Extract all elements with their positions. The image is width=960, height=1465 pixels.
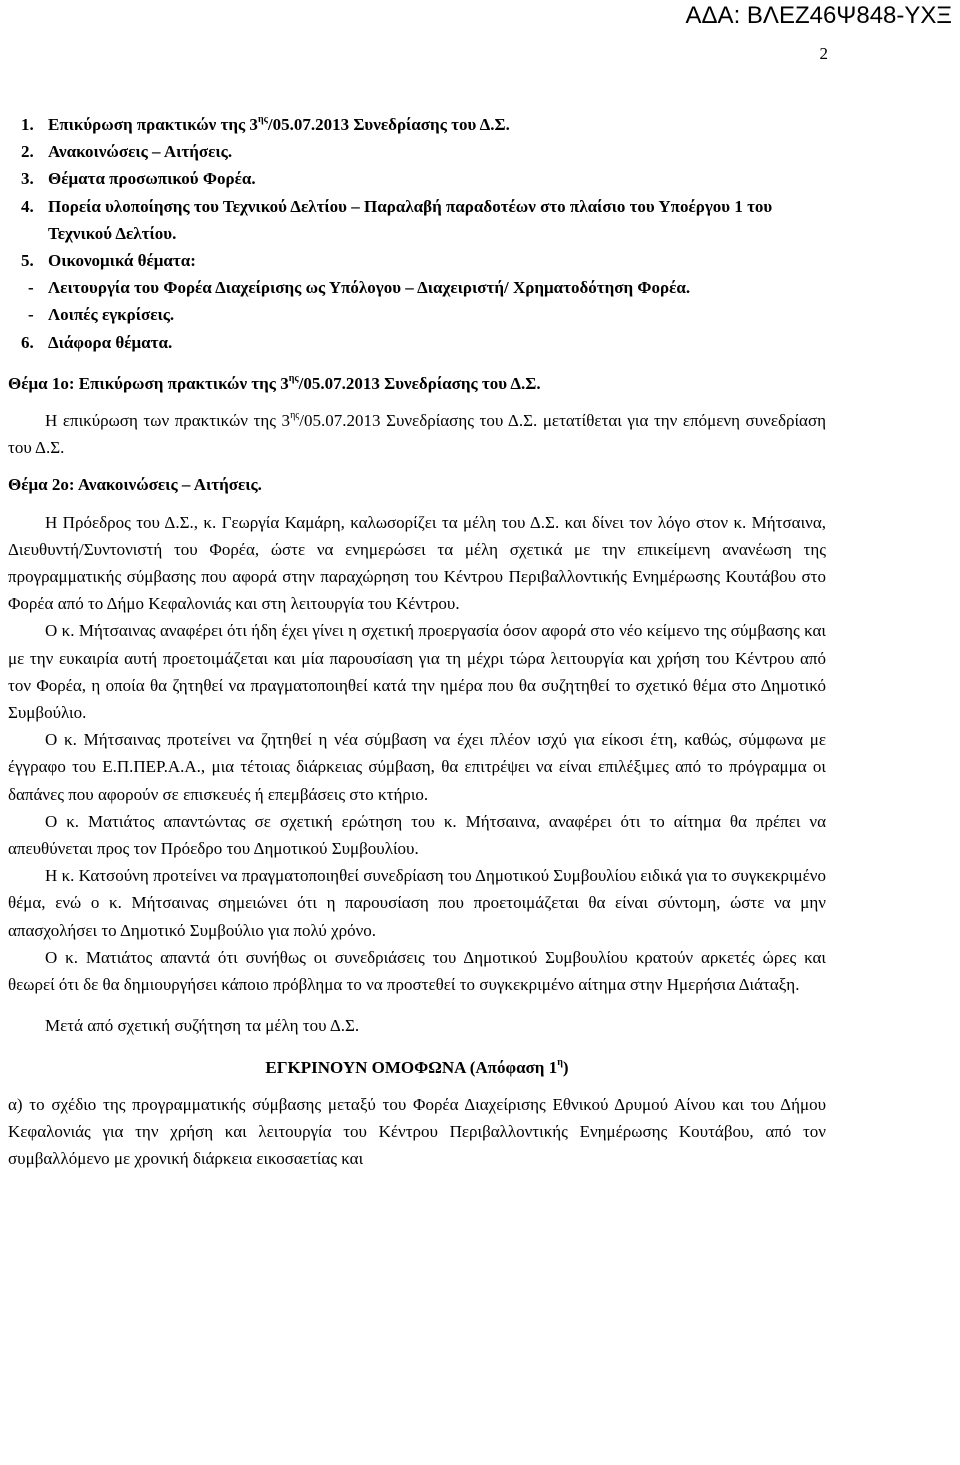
agenda-item-2: 2. Ανακοινώσεις – Αιτήσεις. xyxy=(38,138,826,165)
topic1-heading: Θέμα 1ο: Επικύρωση πρακτικών της $3^{\eta\varsigma}/05.07.2013$ Συνεδρίασης του Δ.Σ. xyxy=(8,372,541,393)
agenda-item-5: 5. Οικονομικά θέματα: - Λειτουργία του Φορέα Διαχείρισης ως Υπόλογου – Διαχειριστή/ Χρηματοδότηση Φορέα. - Λοιπές εγκρίσεις. xyxy=(38,247,826,329)
agenda-item-5-sublist xyxy=(28,274,826,328)
topic2-paragraph-4: Ο κ. Ματιάτος απαντώντας σε σχετική ερώτηση του κ. Μήτσαινα, αναφέρει ότι το αίτημα θα πρέπει να απευθύνεται προς τον Πρόεδρο του Δημοτικού Συμβουλίου. xyxy=(8,811,826,859)
topic2-paragraph-7: Μετά από σχετική συζήτηση τα μέλη του Δ.Σ. xyxy=(45,1016,360,1036)
agenda-item-3: 3. Θέματα προσωπικού Φορέα. xyxy=(38,165,826,192)
topic2-paragraph-3: Ο κ. Μήτσαινας προτείνει να ζητηθεί η νέα σύμβαση να έχει πλέον ισχύ για είκοσι έτη, καθώς, σύμφωνα με έγγραφο του Ε.Π.ΠΕΡ.Α.Α., μια τέτοιας διάρκειας σύμβαση, θα επιτρέψει να είναι επιλέξιμες από το πρόγραμμα οι δαπάνες που αφορούν σε επισκευές ή επεμβάσεις στο κτήριο. xyxy=(8,730,826,804)
topic2-heading: Θέμα 2ο: Ανακοινώσεις – Αιτήσεις. xyxy=(8,475,262,495)
agenda-subitem-1: - Λειτουργία του Φορέα Διαχείρισης ως Υπόλογου – Διαχειριστή/ Χρηματοδότηση Φορέα. xyxy=(28,278,691,298)
topic2-paragraph-6: Ο κ. Ματιάτος απαντά ότι συνήθως οι συνεδριάσεις του Δημοτικού Συμβουλίου κρατούν αρκετές ώρες και θεωρεί ότι δε θα δημιουργήσει κάποιο πρόβλημα το να προστεθεί το συγκεκριμένο αίτημα στην Ημερήσια Διάταξη. xyxy=(8,947,826,995)
ada-code: ΑΔΑ: ΒΛΕΖ46Ψ848-ΥΧΞ xyxy=(685,2,952,29)
agenda-list xyxy=(8,111,826,356)
agenda-item-6: 6. Διάφορα θέματα. xyxy=(38,329,826,356)
topic1-text: Η επικύρωση των πρακτικών της $3^{\eta\varsigma}/05.07.2013$ Συνεδρίασης του Δ.Σ. μετατίθεται για την επόμενη συνεδρίαση του Δ.Σ. xyxy=(8,410,826,458)
topic2-paragraph-1: Η Πρόεδρος του Δ.Σ., κ. Γεωργία Καμάρη, καλωσορίζει τα μέλη του Δ.Σ. και δίνει τον λόγο στον κ. Μήτσαινα, Διευθυντή/Συντονιστή του Φορέα, ώστε να ενημερώσει τα μέλη σχετικά με την επικείμενη ανανέωση της προγραμματικής σύμβασης που αφορά στην παραχώρηση του Κέντρου Περιβαλλοντικής Ενημέρωσης Κουτάβου στο Φορέα από το Δήμο Κεφαλονιάς και στη λειτουργία του Κέντρου. xyxy=(8,512,826,614)
page-number: 2 xyxy=(819,44,828,63)
topic2-paragraph-5: Η κ. Κατσούνη προτείνει να πραγματοποιηθεί συνεδρίαση του Δημοτικού Συμβουλίου ειδικά για το συγκεκριμένο θέμα, ενώ ο κ. Μήτσαινας σημειώνει ότι η παρουσίαση που προετοιμάζεται θα είναι σύντομη, ώστε να μην απασχολήσει το Δημοτικό Συμβούλιο για πολύ χρόνο. xyxy=(8,866,826,940)
decision-heading: ΕΓΚΡΙΝΟΥΝ ΟΜΟΦΩΝΑ (Απόφαση $1^\eta$) xyxy=(265,1056,569,1077)
agenda-item-4: 4. Πορεία υλοποίησης του Τεχνικού Δελτίου – Παραλαβή παραδοτέων στο πλαίσιο του Υποέργου 1 του Τεχνικού Δελτίου. xyxy=(38,193,826,247)
agenda-item-1: 1. Επικύρωση πρακτικών της $3^{\eta\varsigma}/05.07.2013$ Συνεδρίασης του Δ.Σ. xyxy=(38,111,826,138)
document-body xyxy=(8,111,826,1172)
topic2-paragraph-2: Ο κ. Μήτσαινας αναφέρει ότι ήδη έχει γίνει η σχετική προεργασία όσον αφορά στο νέο κείμενο της σύμβασης και με την ευκαιρία αυτή προετοιμάζεται και μία παρουσίαση για τη μέχρι τώρα λειτουργία και χρήση του Κέντρου από τον Φορέα, η οποία θα ζητηθεί να πραγματοποιηθεί κατά την ημέρα που θα συζητηθεί το σχετικό θέμα στο Δημοτικό Συμβούλιο. xyxy=(8,621,826,723)
agenda-subitem-2: - Λοιπές εγκρίσεις. xyxy=(28,305,175,325)
decision-text: α) το σχέδιο της προγραμματικής σύμβασης μεταξύ του Φορέα Διαχείρισης Εθνικού Δρυμού Αίνου και του Δήμου Κεφαλονιάς για την χρήση και λειτουργία του Κέντρου Περιβαλλοντικής Ενημέρωσης Κουτάβου, από τον συμβαλλόμενο με χρονική διάρκεια εικοσαετίας και xyxy=(8,1094,826,1169)
